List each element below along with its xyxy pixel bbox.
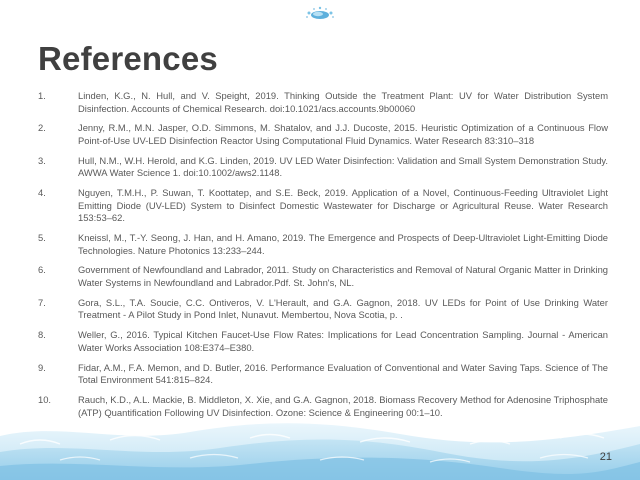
reference-number: 6.	[38, 264, 46, 276]
reference-item	[38, 264, 608, 289]
reference-number: 5.	[38, 232, 46, 244]
reference-text: Nguyen, T.M.H., P. Suwan, T. Koottatep, and S.E. Beck, 2019. Application of a Novel, Continuous-Feeding Ultraviolet Light Emitting Diode (UV-LED) System to Disinfect Domestic Wastewater for Discharge or Agricultural Reuse. Water Research 153:53–62.	[78, 187, 608, 224]
water-wave-decoration	[0, 414, 640, 480]
reference-item	[38, 155, 608, 180]
reference-text: Hull, N.M., W.H. Herold, and K.G. Linden, 2019. UV LED Water Disinfection: Validation and Small System Demonstration Study. AWWA Water Science 1. doi:10.1002/aws2.1148.	[78, 154, 608, 179]
reference-item	[38, 362, 608, 387]
reference-item	[38, 329, 608, 354]
reference-text: Linden, K.G., N. Hull, and V. Speight, 2019. Thinking Outside the Treatment Plant: UV for Water Distribution System Disinfection. Accounts of Chemical Research. doi:10.1021/acs.accounts.9b00060	[78, 90, 608, 114]
water-splash-icon	[303, 4, 337, 22]
reference-number: 10.	[38, 393, 52, 405]
reference-number: 9.	[38, 361, 46, 373]
reference-number: 8.	[38, 329, 46, 341]
reference-text: Weller, G., 2016. Typical Kitchen Faucet-Use Flow Rates: Implications for Lead Concentration Sampling. Journal - American Water Works Association 108:E374–E380.	[78, 329, 608, 353]
page-title: References	[38, 40, 218, 77]
reference-text: Kneissl, M., T.-Y. Seong, J. Han, and H. Amano, 2019. The Emergence and Prospects of Deep-Ultraviolet Light-Emitting Diode Technologies. Nature Photonics 13:233–244.	[78, 232, 608, 256]
reference-list	[38, 90, 608, 426]
reference-number: 1.	[38, 90, 46, 101]
reference-item	[38, 90, 608, 115]
reference-item	[38, 232, 608, 257]
reference-text: Jenny, R.M., M.N. Jasper, O.D. Simmons, M. Shatalov, and J.J. Ducoste, 2015. Heuristic Optimization of a Continuous Flow Point-of-Use UV-LED Disinfection Reactor Using Computational Fluid Dynamics. Water Research 83:310–318	[78, 122, 608, 146]
reference-number: 4.	[38, 187, 46, 199]
reference-item	[38, 297, 608, 322]
reference-item	[38, 122, 608, 147]
reference-number: 2.	[38, 122, 46, 134]
reference-text: Gora, S.L., T.A. Soucie, C.C. Ontiveros, V. L'Herault, and G.A. Gagnon, 2018. UV LEDs for Point of Use Drinking Water Treatment - A Pilot Study in Pond Inlet, Nunavut. Membertou, Nova Scotia, p. .	[78, 296, 608, 321]
reference-text: Fidar, A.M., F.A. Memon, and D. Butler, 2016. Performance Evaluation of Conventional and Water Saving Taps. Science of The Total Environment 541:815–824.	[78, 361, 608, 386]
reference-number: 7.	[38, 296, 46, 308]
page-number: 21	[599, 451, 612, 463]
reference-item	[38, 187, 608, 225]
reference-text: Rauch, K.D., A.L. Mackie, B. Middleton, X. Xie, and G.A. Gagnon, 2018. Biomass Recovery Method for Adenosine Triphosphate (ATP) Quantification Following UV Disinfection. Ozone: Science & Engineering 00:1–10.	[78, 393, 608, 418]
reference-number: 3.	[38, 154, 46, 166]
reference-text: Government of Newfoundland and Labrador, 2011. Study on Characteristics and Removal of Natural Organic Matter in Drinking Water Systems in Newfoundland and Labrador.Pdf. St. John's, NL.	[78, 264, 608, 289]
